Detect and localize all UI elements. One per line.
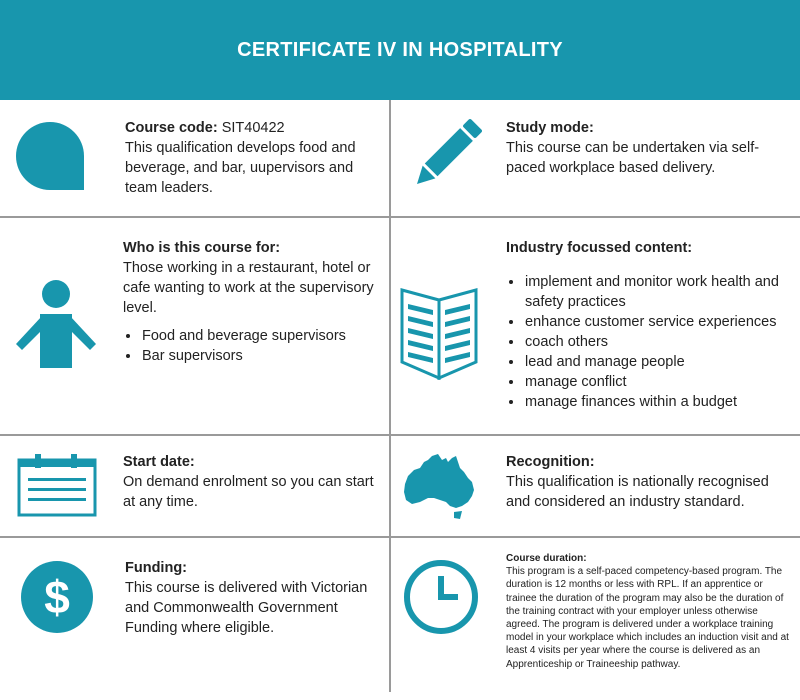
list-item: • enhance customer service experiences (524, 312, 791, 332)
divider (0, 536, 800, 538)
funding-section (125, 558, 380, 638)
start-date-body: On demand enrolment so you can start at any time. (123, 474, 374, 510)
recognition-title: Recognition: (506, 454, 595, 470)
clock-icon (402, 558, 480, 641)
duration-body: This program is a self-paced competency-based program. The duration is 12 months or less with RPL. If an apprentice or trainee the duration of the program may also be the duration of the training contract with your employer unless otherwise agreed. The program is delivered under a workplace training model in your workplace which includes an induction visit and at least 4 visits per year where the course is delivered as an Apprenticeship or Traineeship pathway. (506, 566, 789, 670)
who-for-section (123, 238, 383, 366)
divider (0, 216, 800, 218)
duration-section (506, 552, 791, 671)
page-header (0, 0, 800, 100)
list-item: • Food and beverage supervisors (141, 326, 383, 346)
course-code-label: Course code: (125, 120, 218, 136)
list-item: • manage finances within a budget (524, 392, 791, 412)
study-mode-body: This course can be undertaken via self-paced workplace based delivery. (506, 140, 760, 176)
divider (0, 434, 800, 436)
svg-text:$: $ (44, 571, 70, 623)
who-for-title: Who is this course for: (123, 240, 281, 256)
who-for-body: Those working in a restaurant, hotel or cafe wanting to work at the supervisory level. (123, 260, 374, 316)
who-for-list (123, 326, 383, 366)
start-date-section (123, 452, 383, 512)
calendar-icon (16, 452, 98, 523)
list-item: • implement and monitor work health and safety practices (524, 272, 791, 312)
column-divider (389, 100, 391, 692)
pencil-icon (410, 118, 482, 197)
course-code-value: SIT40422 (221, 120, 285, 136)
open-book-icon (398, 288, 480, 385)
australia-map-icon (402, 452, 478, 527)
industry-list (506, 272, 791, 412)
course-code-description: This qualification develops food and beverage, and bar, uupervisors and team leaders. (125, 140, 356, 196)
recognition-body: This qualification is nationally recognised and considered an industry standard. (506, 474, 769, 510)
speech-bubble-icon (14, 120, 86, 197)
person-icon (12, 278, 100, 377)
page-title: CERTIFICATE IV IN HOSPITALITY (237, 38, 563, 61)
duration-title: Course duration: (506, 553, 587, 564)
list-item: • Bar supervisors (141, 346, 383, 366)
dollar-icon (20, 560, 94, 639)
study-mode-section (506, 118, 791, 178)
study-mode-title: Study mode: (506, 120, 594, 136)
list-item: • lead and manage people (524, 352, 791, 372)
funding-title: Funding: (125, 560, 188, 576)
list-item: • coach others (524, 332, 791, 352)
industry-section (506, 238, 791, 412)
industry-title: Industry focussed content: (506, 240, 693, 256)
funding-body: This course is delivered with Victorian and Commonwealth Government Funding where eligible. (125, 580, 368, 636)
start-date-title: Start date: (123, 454, 195, 470)
course-code-section (125, 118, 375, 198)
recognition-section (506, 452, 791, 512)
list-item: • manage conflict (524, 372, 791, 392)
